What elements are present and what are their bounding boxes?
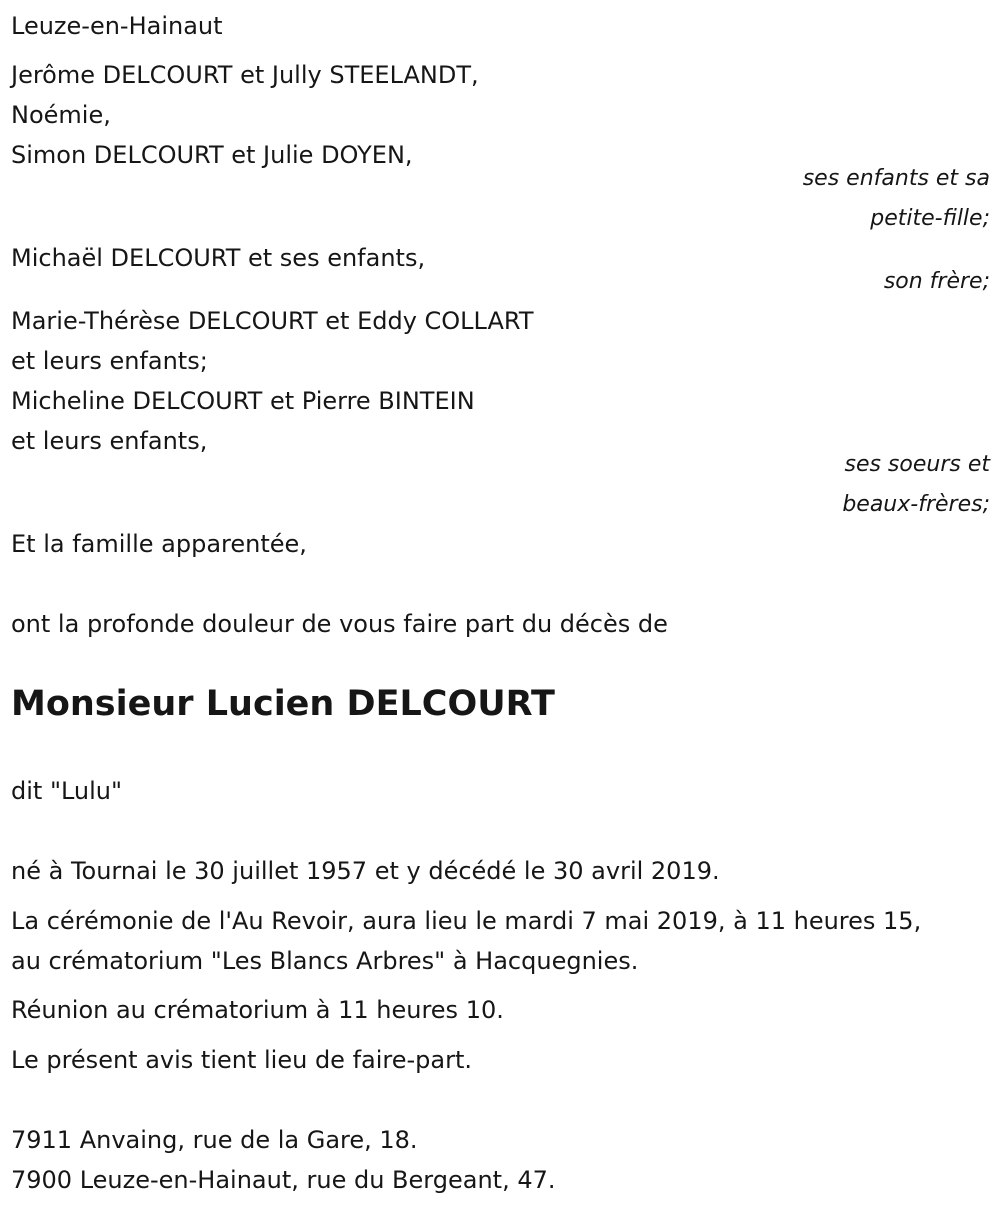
family-role: ses soeurs et <box>844 452 990 477</box>
address-line: 7900 Leuze-en-Hainaut, rue du Bergeant, 47. <box>11 1166 556 1194</box>
deceased-nickname: dit "Lulu" <box>11 777 123 805</box>
address-line: 7911 Anvaing, rue de la Gare, 18. <box>11 1126 418 1154</box>
family-line: et leurs enfants, <box>11 427 208 455</box>
family-role: beaux-frères; <box>842 492 990 517</box>
family-line: et leurs enfants; <box>11 347 208 375</box>
family-role: ses enfants et sa <box>802 166 990 191</box>
family-line: Micheline DELCOURT et Pierre BINTEIN <box>11 387 475 415</box>
family-line: Jerôme DELCOURT et Jully STEELANDT, <box>11 61 479 89</box>
family-line: Et la famille apparentée, <box>11 530 307 558</box>
deceased-name: Monsieur Lucien DELCOURT <box>11 684 555 724</box>
family-role: son frère; <box>883 269 990 294</box>
family-line: Simon DELCOURT et Julie DOYEN, <box>11 141 413 169</box>
notice-text: Le présent avis tient lieu de faire-part. <box>11 1046 473 1074</box>
location-heading: Leuze-en-Hainaut <box>11 12 223 40</box>
ceremony-text: au crématorium "Les Blancs Arbres" à Hacquegnies. <box>11 947 639 975</box>
family-line: Marie-Thérèse DELCOURT et Eddy COLLART <box>11 307 534 335</box>
birth-death-text: né à Tournai le 30 juillet 1957 et y décédé le 30 avril 2019. <box>11 857 720 885</box>
announcement-text: ont la profonde douleur de vous faire part du décès de <box>11 610 668 638</box>
family-line: Noémie, <box>11 101 111 129</box>
family-role: petite-fille; <box>870 206 990 231</box>
family-line: Michaël DELCOURT et ses enfants, <box>11 244 426 272</box>
meeting-text: Réunion au crématorium à 11 heures 10. <box>11 996 504 1024</box>
ceremony-text: La cérémonie de l'Au Revoir, aura lieu le mardi 7 mai 2019, à 11 heures 15, <box>11 907 922 935</box>
